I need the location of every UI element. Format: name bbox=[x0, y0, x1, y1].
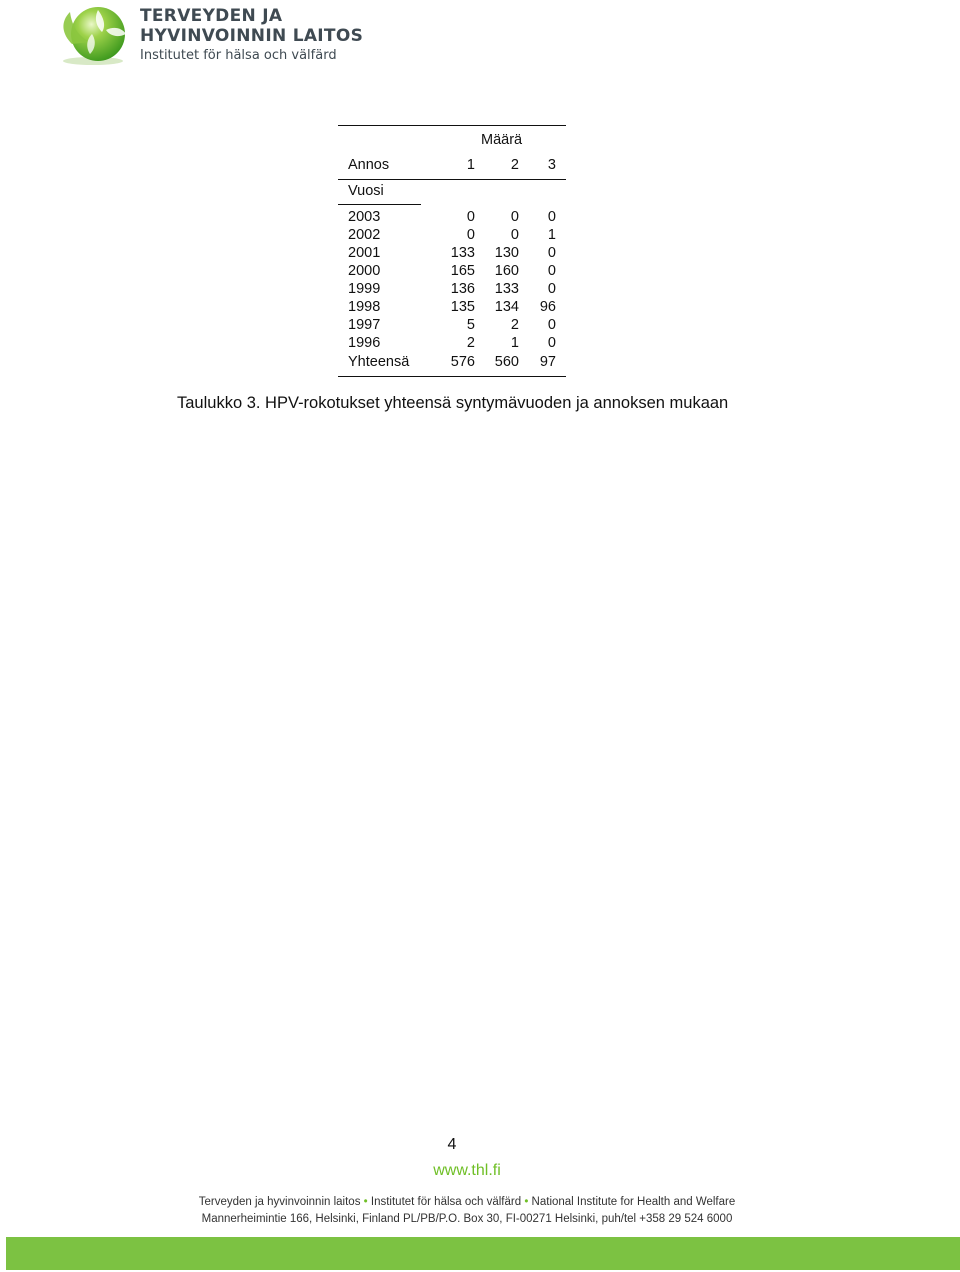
total-value: 576 bbox=[450, 354, 475, 370]
row-value: 0 bbox=[547, 281, 556, 297]
org-name-line1: TERVEYDEN JA bbox=[140, 6, 283, 26]
row-value: 0 bbox=[510, 209, 519, 225]
dose-col-1: 1 bbox=[466, 157, 475, 173]
row-value: 0 bbox=[466, 209, 475, 225]
thl-logo bbox=[52, 4, 364, 66]
row-value: 0 bbox=[547, 263, 556, 279]
row-value: 133 bbox=[450, 245, 475, 261]
header-rule bbox=[338, 179, 566, 180]
row-value: 1 bbox=[547, 227, 556, 243]
row-value: 0 bbox=[510, 227, 519, 243]
row-value: 134 bbox=[494, 299, 519, 315]
row-value: 130 bbox=[494, 245, 519, 261]
org-name-swedish: Institutet för hälsa och välfärd bbox=[140, 48, 337, 63]
dose-label: Annos bbox=[348, 157, 390, 173]
row-year: 1996 bbox=[348, 335, 381, 351]
row-value: 1 bbox=[510, 335, 519, 351]
row-year: 1998 bbox=[348, 299, 381, 315]
table-bottom-rule bbox=[338, 376, 566, 377]
row-year: 2001 bbox=[348, 245, 381, 261]
footer-name-sv: Institutet för hälsa och välfärd bbox=[370, 1196, 522, 1208]
row-value: 0 bbox=[547, 335, 556, 351]
footer-address: Mannerheimintie 166, Helsinki, Finland PL/PB/P.O. Box 30, FI-00271 Helsinki, puh/tel +358 29 524 6000 bbox=[201, 1213, 733, 1225]
row-value: 133 bbox=[494, 281, 519, 297]
footer-org-names bbox=[0, 1196, 934, 1208]
row-value: 165 bbox=[450, 263, 475, 279]
row-year: 1997 bbox=[348, 317, 381, 333]
row-year: 1999 bbox=[348, 281, 381, 297]
footer-name-fi: Terveyden ja hyvinvoinnin laitos bbox=[198, 1196, 361, 1208]
total-value: 97 bbox=[539, 354, 556, 370]
footer-name-en: National Institute for Health and Welfare bbox=[531, 1196, 736, 1208]
year-label-rule bbox=[338, 204, 421, 205]
org-name-line2: HYVINVOINNIN LAITOS bbox=[140, 26, 364, 46]
website-link[interactable]: www.thl.fi bbox=[433, 1162, 501, 1179]
row-value: 160 bbox=[494, 263, 519, 279]
group-header-maara: Määrä bbox=[481, 132, 523, 148]
dose-col-3: 3 bbox=[547, 157, 556, 173]
row-value: 0 bbox=[547, 317, 556, 333]
row-value: 136 bbox=[450, 281, 475, 297]
row-value: 0 bbox=[466, 227, 475, 243]
total-value: 560 bbox=[494, 354, 519, 370]
bullet-separator: • bbox=[363, 1196, 368, 1208]
total-label: Yhteensä bbox=[348, 354, 410, 370]
row-year: 2000 bbox=[348, 263, 381, 279]
table-caption: Taulukko 3. HPV-rokotukset yhteensä syntymävuoden ja annoksen mukaan bbox=[177, 394, 729, 412]
row-value: 0 bbox=[547, 245, 556, 261]
bullet-separator: • bbox=[524, 1196, 529, 1208]
row-value: 96 bbox=[539, 299, 556, 315]
row-value: 135 bbox=[450, 299, 475, 315]
row-year: 2002 bbox=[348, 227, 381, 243]
dose-col-2: 2 bbox=[510, 157, 519, 173]
row-value: 2 bbox=[466, 335, 475, 351]
green-sphere-logo-icon bbox=[52, 4, 134, 66]
row-value: 5 bbox=[466, 317, 475, 333]
row-year: 2003 bbox=[348, 209, 381, 225]
page-number: 4 bbox=[447, 1136, 457, 1153]
year-label: Vuosi bbox=[348, 183, 384, 199]
row-value: 0 bbox=[547, 209, 556, 225]
row-value: 2 bbox=[510, 317, 519, 333]
footer-green-bar bbox=[6, 1237, 960, 1270]
table-top-rule bbox=[338, 125, 566, 126]
